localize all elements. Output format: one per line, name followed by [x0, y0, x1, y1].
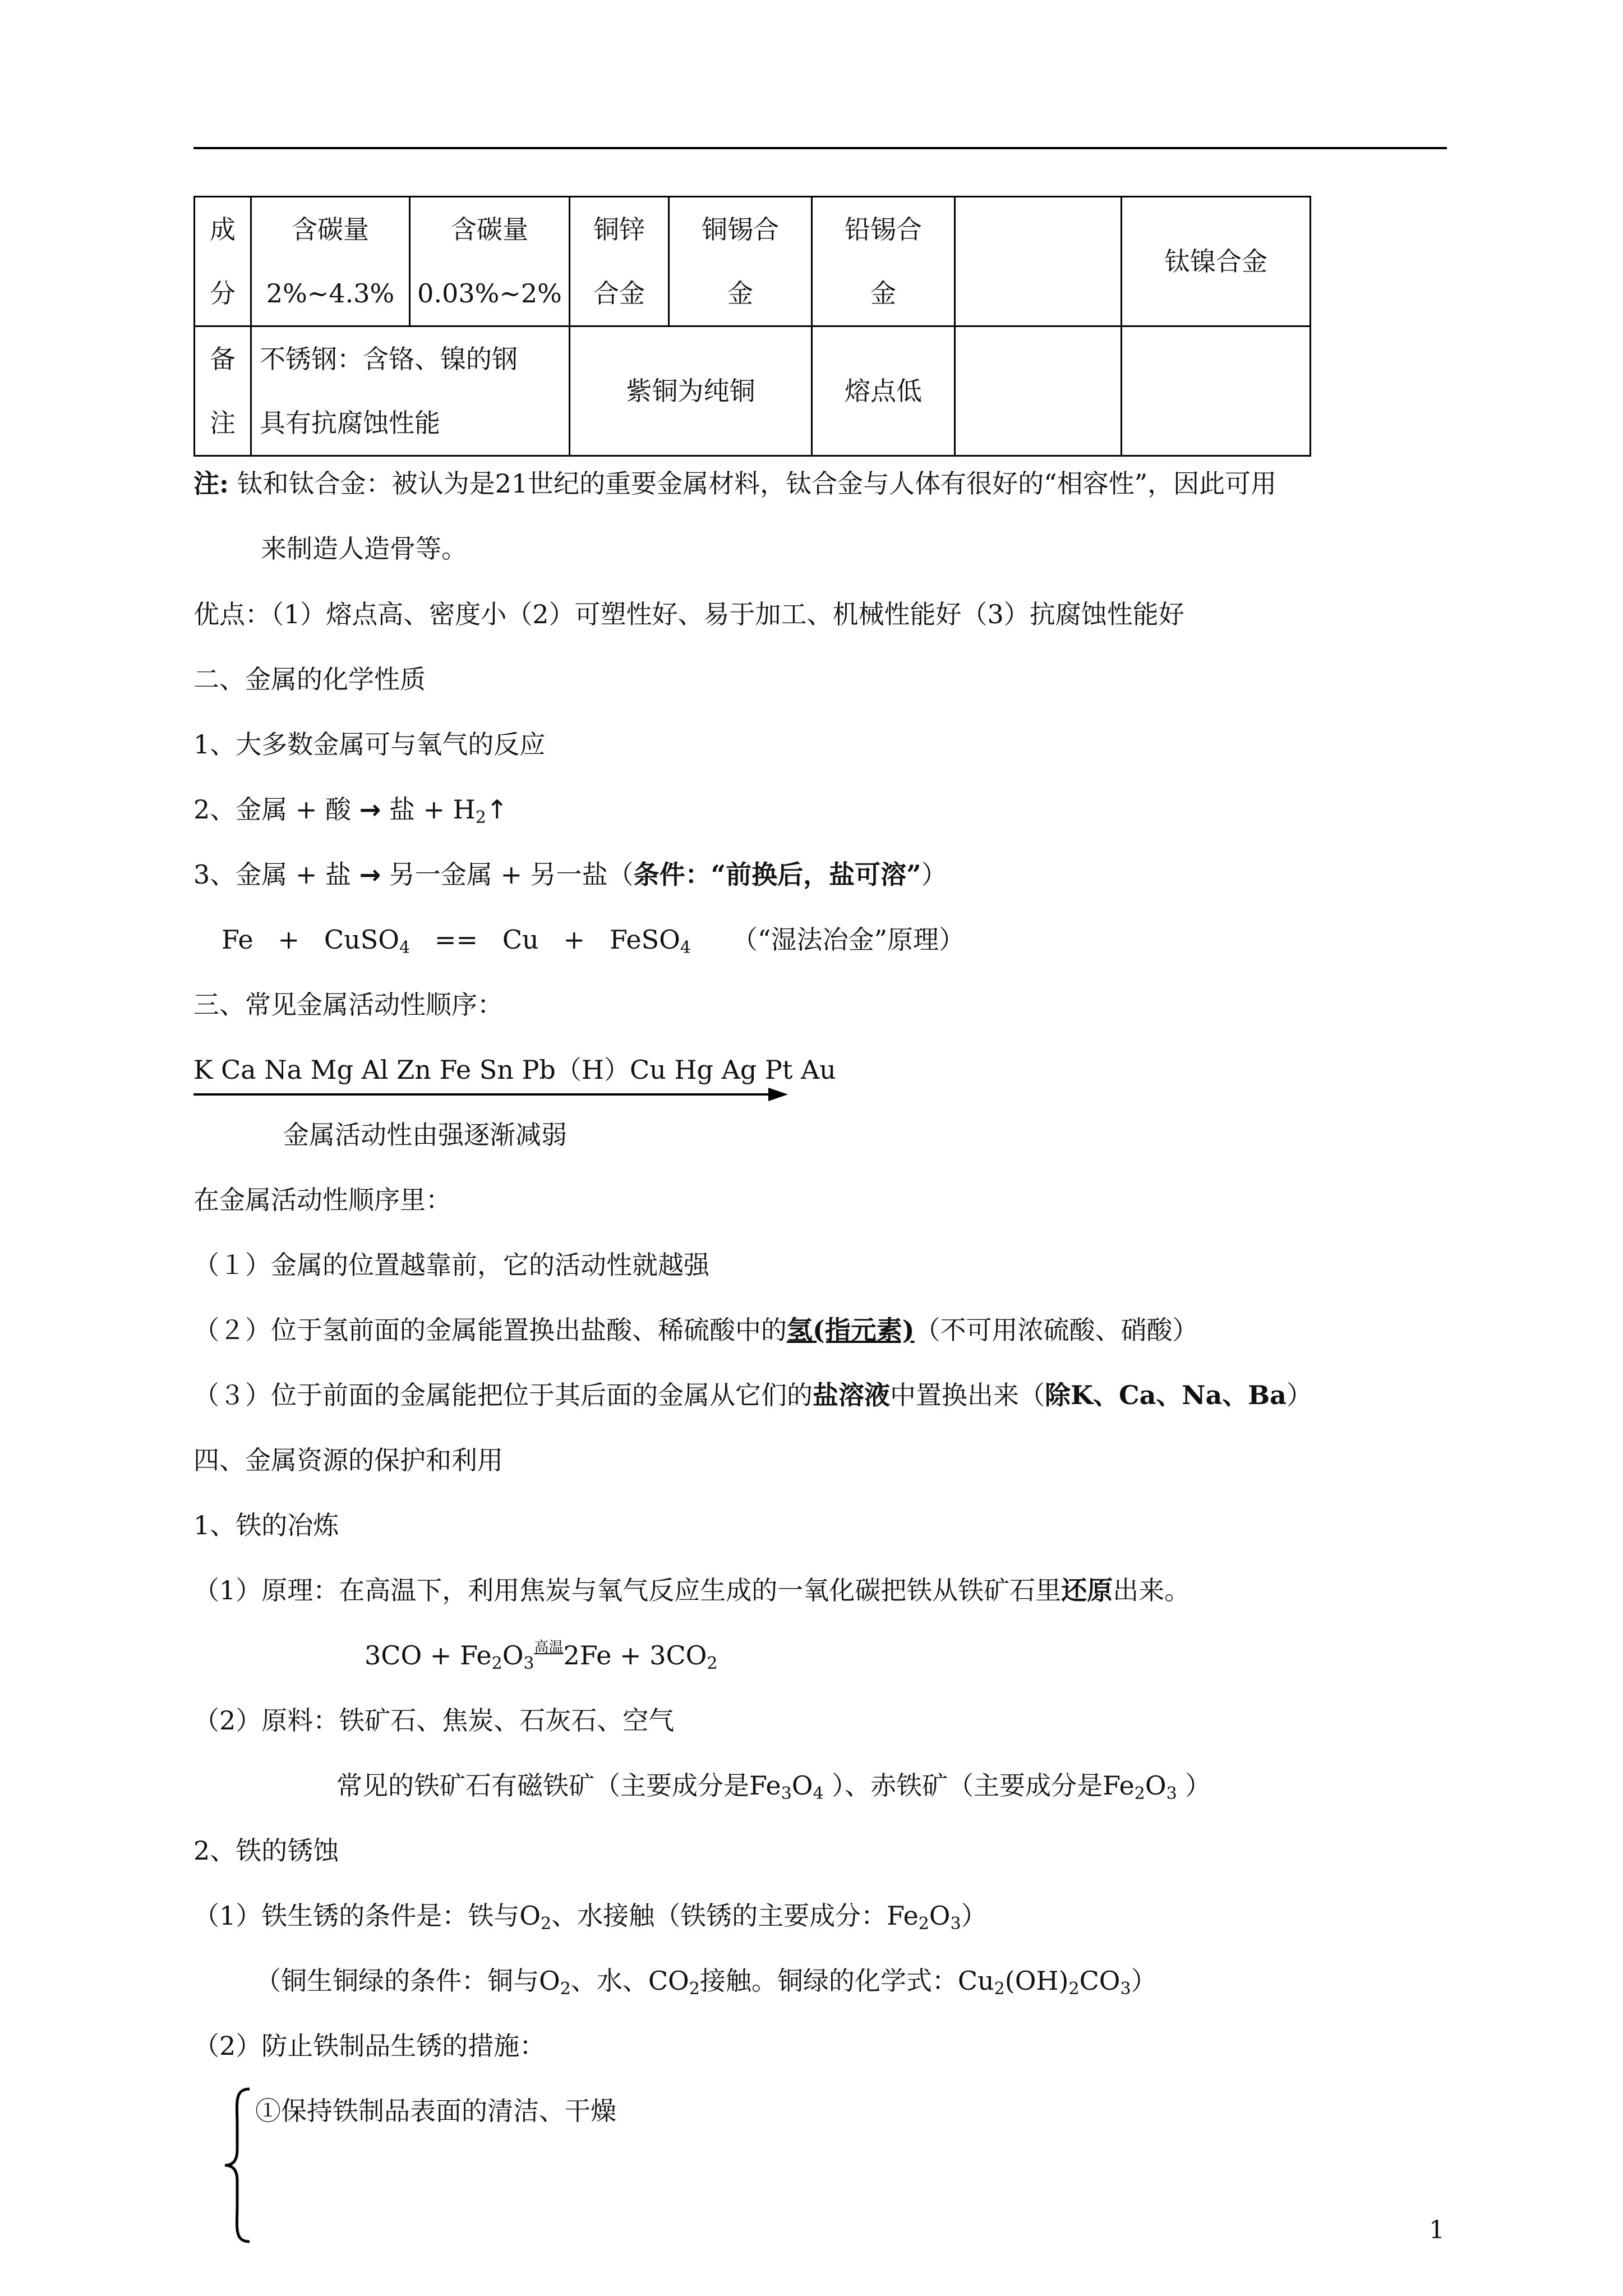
section-2-item-1: 1、大多数金属可与氧气的反应: [193, 729, 546, 760]
section-2-title: 二、金属的化学性质: [193, 664, 426, 694]
smelting-principle: （1）原理：在高温下，利用焦炭与氧气反应生成的一氧化碳把铁从铁矿石里还原出来。: [193, 1575, 1191, 1605]
section-2-item-3: 3、金属 + 盐 → 另一金属 + 另一盐（条件：“前换后，盐可溶”）: [193, 859, 947, 890]
activity-rule-1: （１）金属的位置越靠前，它的活动性就越强: [193, 1250, 709, 1280]
prevention-measure-1: ①保持铁制品表面的清洁、干燥: [255, 2096, 616, 2126]
rust-prevention-heading: （2）防止铁制品生锈的措施：: [193, 2031, 546, 2061]
table-cell: 铜锡合 金: [669, 197, 812, 326]
copper-replacement-equation: Fe + CuSO$_4$ == Cu + FeSO$_4$ （“湿法冶金”原理）: [222, 924, 965, 958]
reaction-condition: 高温: [534, 1639, 564, 1656]
iron-rusting-heading: 2、铁的锈蚀: [193, 1835, 339, 1866]
section-2-item-2: 2、金属 + 酸 → 盐 + $H_2↑$: [193, 794, 508, 827]
table-cell: 紫铜为纯铜: [570, 326, 812, 456]
table-cell: 铜锌 合金: [570, 197, 669, 326]
activity-rules-intro: 在金属活动性顺序里：: [193, 1185, 451, 1215]
left-brace-icon: [222, 2087, 255, 2244]
up-arrow-icon: ↑: [486, 794, 508, 825]
smelting-equation: $3CO + Fe_2O_3^{高温}2Fe + 3CO_2$: [365, 1639, 718, 1673]
copper-patina-conditions: （铜生铜绿的条件：铜与$O_2$、水、$CO_2$接触。铜绿的化学式：$Cu_2(OH)_2CO_3$）: [255, 1966, 1157, 1999]
table-cell: 成 分: [195, 197, 251, 326]
table-row: [195, 326, 1311, 456]
right-arrow-icon: →: [359, 859, 381, 890]
table-cell: 铅锡合 金: [812, 197, 955, 326]
raw-materials: （2）原料：铁矿石、焦炭、石灰石、空气: [193, 1705, 675, 1736]
rust-conditions: （1）铁生锈的条件是：铁与$O_2$、水接触（铁锈的主要成分：$Fe_2O_3$）: [193, 1901, 987, 1934]
table-cell: 钛镍合金: [1122, 197, 1311, 326]
header-rule: [193, 147, 1447, 149]
activity-series: K Ca Na Mg Al Zn Fe Sn Pb（H）Cu Hg Ag Pt Au: [193, 1055, 836, 1085]
table-cell: 备 注: [195, 326, 251, 456]
iron-smelting-heading: 1、铁的冶炼: [193, 1510, 339, 1540]
table-cell: [955, 197, 1122, 326]
table-cell: 不锈钢：含铬、镍的钢 具有抗腐蚀性能: [251, 326, 570, 456]
section-3-title: 三、常见金属活动性顺序：: [193, 990, 503, 1020]
table-cell: 含碳量 2%~4.3%: [251, 197, 410, 326]
right-arrow-icon: →: [359, 794, 381, 825]
table-cell: [1122, 326, 1311, 456]
note-line-1: 注: 钛和钛合金：被认为是21世纪的重要金属材料，钛合金与人体有很好的“相容性”，因此可用: [193, 468, 1277, 499]
alloy-table: [193, 196, 1311, 457]
table-cell: 含碳量 0.03%~2%: [410, 197, 570, 326]
decreasing-activity-arrow-icon: [193, 1086, 788, 1103]
section-4-title: 四、金属资源的保护和利用: [193, 1445, 503, 1475]
activity-rule-3: （３）位于前面的金属能把位于其后面的金属从它们的盐溶液中置换出来（除K、Ca、Na、Ba）: [193, 1380, 1312, 1410]
page-number: 1: [1429, 2216, 1445, 2244]
note-line-2: 来制造人造骨等。: [261, 533, 467, 564]
iron-ores: 常见的铁矿石有磁铁矿（主要成分是$Fe_3O_4$ ）、赤铁矿（主要成分是$Fe_2O_3$ ）: [336, 1770, 1211, 1803]
advantages-line: 优点：（1）熔点高、密度小（2）可塑性好、易于加工、机械性能好（3）抗腐蚀性能好: [193, 599, 1184, 629]
table-cell: [955, 326, 1122, 456]
activity-series-caption: 金属活动性由强逐渐减弱: [283, 1120, 567, 1150]
table-cell: 熔点低: [812, 326, 955, 456]
activity-rule-2: （２）位于氢前面的金属能置换出盐酸、稀硫酸中的氢(指元素)（不可用浓硫酸、硝酸）: [193, 1315, 1198, 1345]
table-row: [195, 197, 1311, 326]
